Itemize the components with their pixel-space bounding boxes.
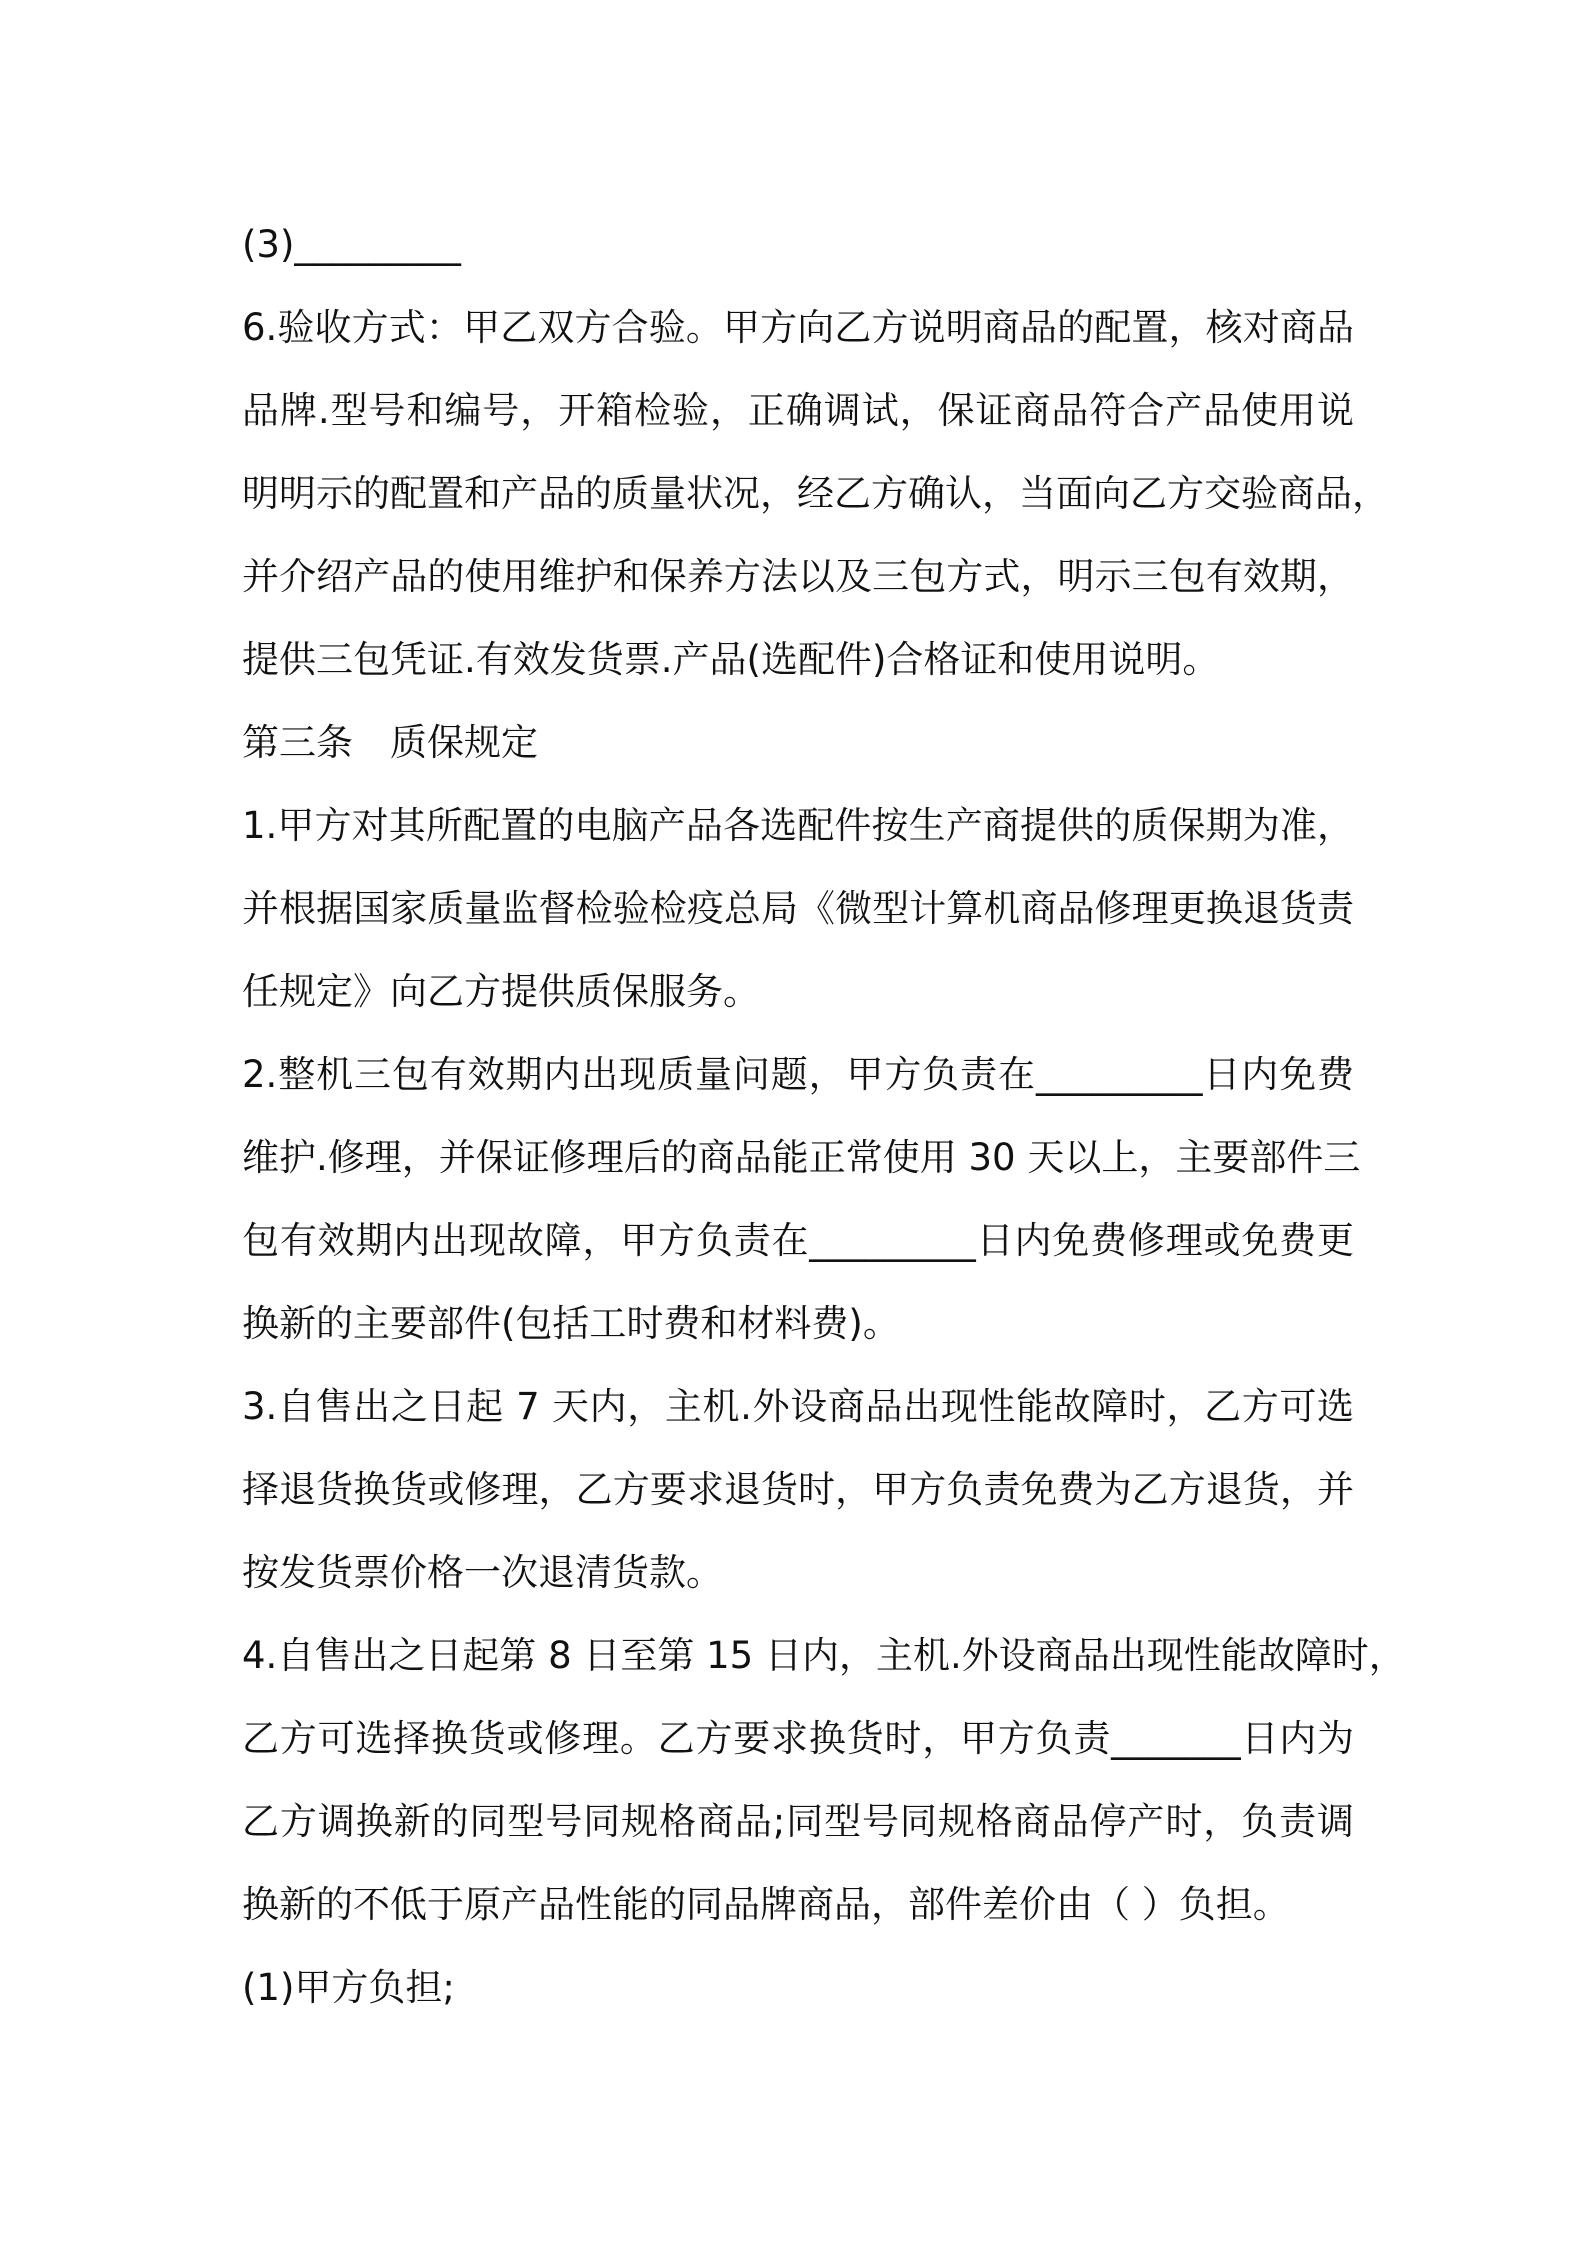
document-body xyxy=(242,203,1406,2029)
warranty-3-line-2: 择退货换货或修理，乙方要求退货时，甲方负责免费为乙方退货，并 xyxy=(242,1468,1354,1511)
warranty-2-line-4: 换新的主要部件(包括工时费和材料费)。 xyxy=(242,1302,900,1345)
warranty-4-line-1: 4.自售出之日起第 8 日至第 15 日内，主机.外设商品出现性能故障时， xyxy=(242,1634,1406,1677)
warranty-2-line-2: 维护.修理，并保证修理后的商品能正常使用 30 天以上，主要部件三 xyxy=(242,1136,1361,1179)
option-3-blank: (3)_________ xyxy=(242,223,461,266)
warranty-1-line-1: 1.甲方对其所配置的电脑产品各选配件按生产商提供的质保期为准， xyxy=(242,804,1354,847)
clause-6-line-4: 并介绍产品的使用维护和保养方法以及三包方式，明示三包有效期， xyxy=(242,555,1354,598)
warranty-4-line-2: 乙方可选择换货或修理。乙方要求换货时，甲方负责_______日内为 xyxy=(242,1717,1354,1760)
warranty-4-line-3: 乙方调换新的同型号同规格商品;同型号同规格商品停产时，负责调 xyxy=(242,1800,1354,1843)
warranty-3-line-3: 按发货票价格一次退清货款。 xyxy=(242,1551,723,1594)
warranty-1-line-3: 任规定》向乙方提供质保服务。 xyxy=(242,970,760,1013)
clause-6-line-2: 品牌.型号和编号，开箱检验，正确调试，保证商品符合产品使用说 xyxy=(242,389,1354,432)
warranty-2-line-3: 包有效期内出现故障，甲方负责在_________日内免费修理或免费更 xyxy=(242,1219,1354,1262)
option-1-party-a: (1)甲方负担; xyxy=(242,1966,455,2009)
warranty-3-line-1: 3.自售出之日起 7 天内，主机.外设商品出现性能故障时，乙方可选 xyxy=(242,1385,1354,1428)
article-3-heading: 第三条 质保规定 xyxy=(242,721,538,764)
clause-6-line-3: 明明示的配置和产品的质量状况，经乙方确认，当面向乙方交验商品， xyxy=(242,472,1389,515)
warranty-2-line-1: 2.整机三包有效期内出现质量问题，甲方负责在_________日内免费 xyxy=(242,1053,1354,1096)
warranty-4-line-4: 换新的不低于原产品性能的同品牌商品，部件差价由（ ）负担。 xyxy=(242,1883,1290,1926)
clause-6-line-1: 6.验收方式：甲乙双方合验。甲方向乙方说明商品的配置，核对商品 xyxy=(242,306,1354,349)
warranty-1-line-2: 并根据国家质量监督检验检疫总局《微型计算机商品修理更换退货责 xyxy=(242,887,1354,930)
clause-6-line-5: 提供三包凭证.有效发货票.产品(选配件)合格证和使用说明。 xyxy=(242,638,1220,681)
